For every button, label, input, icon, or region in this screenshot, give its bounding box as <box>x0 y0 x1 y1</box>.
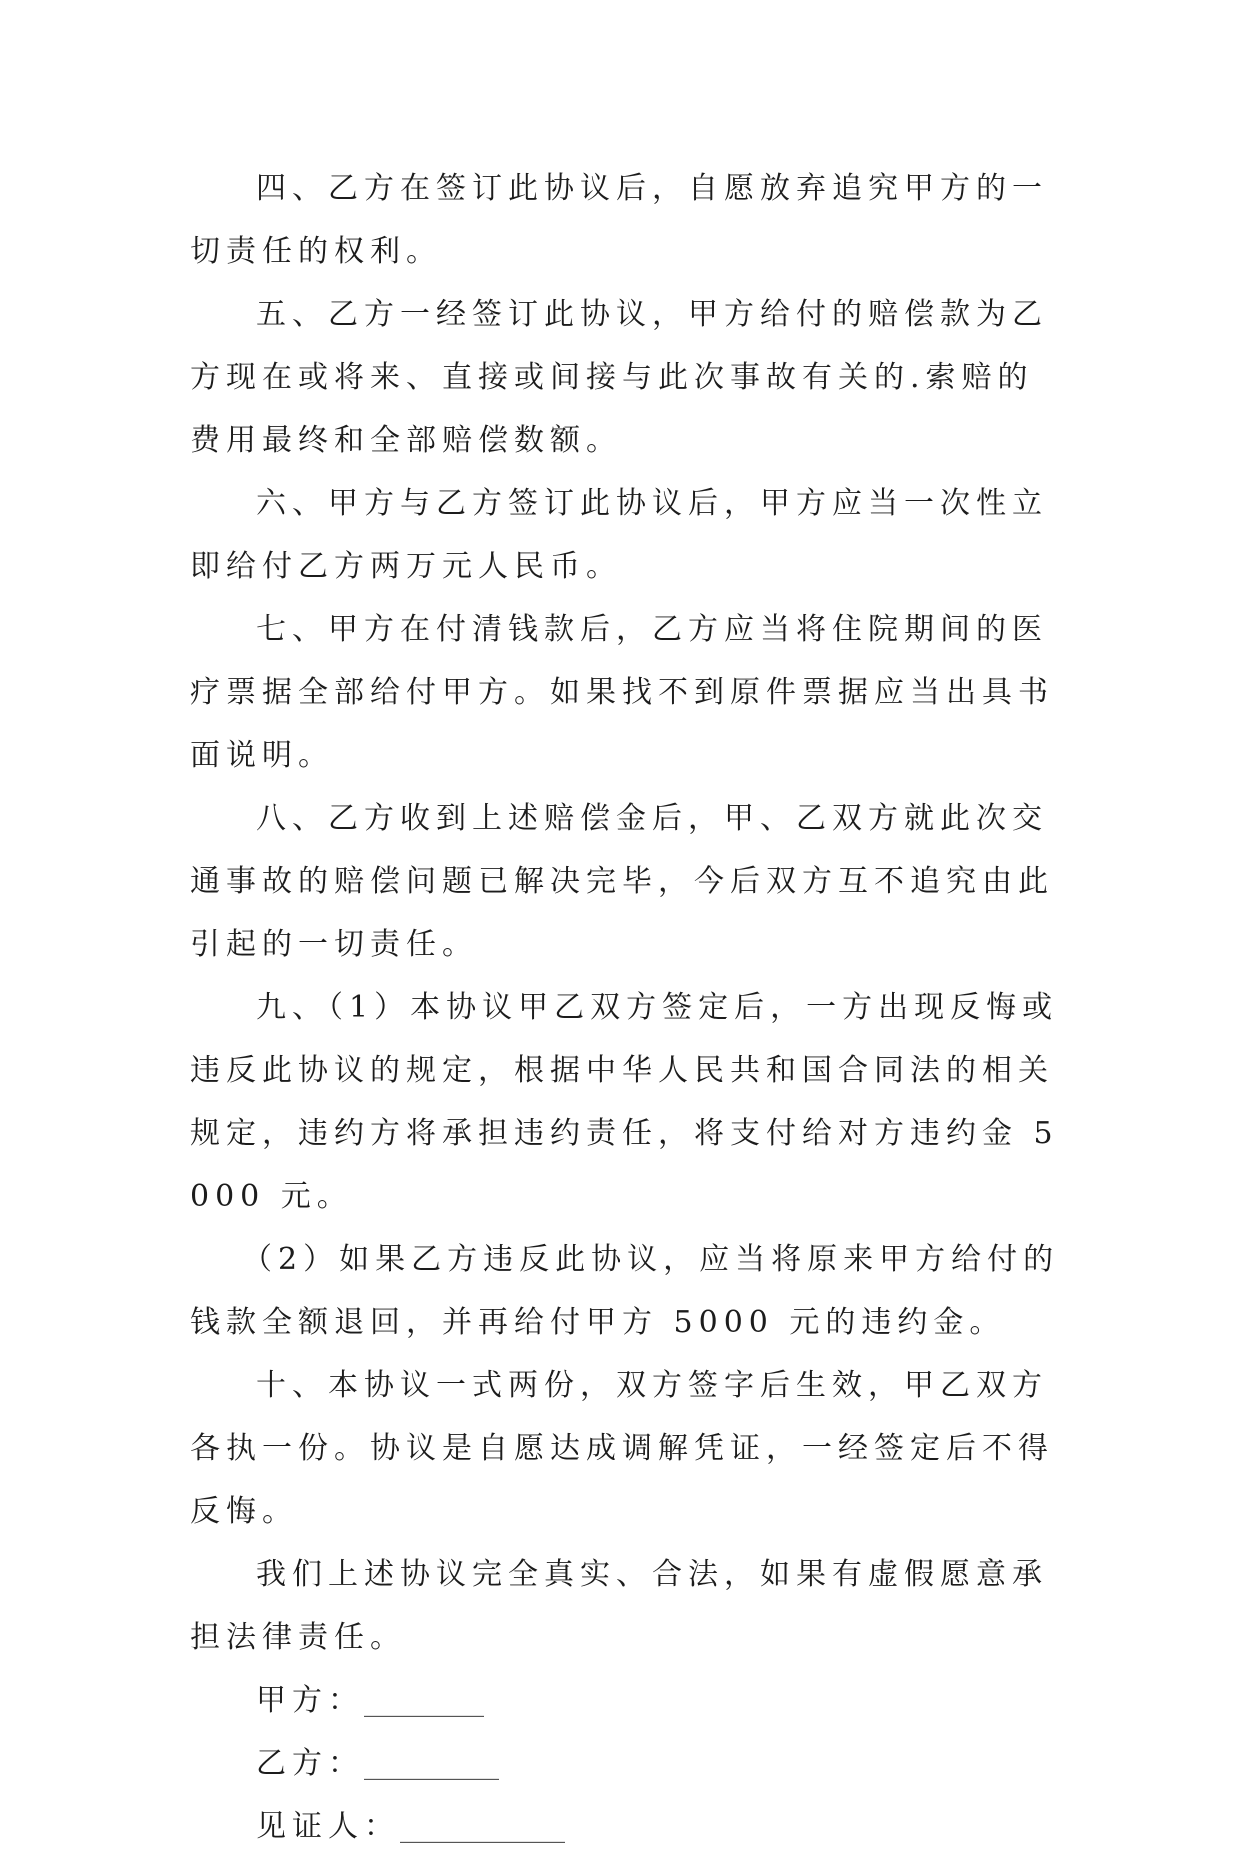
clause-9-item-2: （2）如果乙方违反此协议，应当将原来甲方给付的钱款全额退回，并再给付甲方 5000 元的违约金。 <box>190 1242 1060 1340</box>
declaration: 我们上述协议完全真实、合法，如果有虚假愿意承担法律责任。 <box>190 1557 1048 1655</box>
witness-label: 见证人： <box>256 1809 400 1844</box>
clause-4: 四、乙方在签订此协议后，自愿放弃追究甲方的一切责任的权利。 <box>190 171 1048 269</box>
clause-8: 八、乙方收到上述赔偿金后，甲、乙双方就此次交通事故的赔偿问题已解决完毕，今后双方互不追究由此引起的一切责任。 <box>190 801 1054 962</box>
clause-7: 七、甲方在付清钱款后，乙方应当将住院期间的医疗票据全部给付甲方。如果找不到原件票据应当出具书面说明。 <box>190 612 1054 773</box>
clause-5: 五、乙方一经签订此协议，甲方给付的赔偿款为乙方现在或将来、直接或间接与此次事故有关的.索赔的费用最终和全部赔偿数额。 <box>190 297 1048 458</box>
party-b-signature <box>190 1732 1060 1795</box>
clause-10: 十、本协议一式两份，双方签字后生效，甲乙双方各执一份。协议是自愿达成调解凭证，一经签定后不得反悔。 <box>190 1368 1054 1529</box>
witness-blank: ___________ <box>400 1809 565 1844</box>
document-body <box>190 157 1060 1858</box>
clause-9-item-1: 九、（1）本协议甲乙双方签定后，一方出现反悔或违反此协议的规定，根据中华人民共和国合同法的相关规定，违约方将承担违约责任，将支付给对方违约金 5000 元。 <box>190 990 1059 1214</box>
party-a-signature <box>190 1669 1060 1732</box>
party-a-blank: ________ <box>364 1683 484 1718</box>
party-b-blank: _________ <box>364 1746 499 1781</box>
witness-signature <box>190 1795 1060 1858</box>
party-a-label: 甲方： <box>256 1683 364 1718</box>
party-b-label: 乙方： <box>256 1746 364 1781</box>
clause-6: 六、甲方与乙方签订此协议后，甲方应当一次性立即给付乙方两万元人民币。 <box>190 486 1048 584</box>
